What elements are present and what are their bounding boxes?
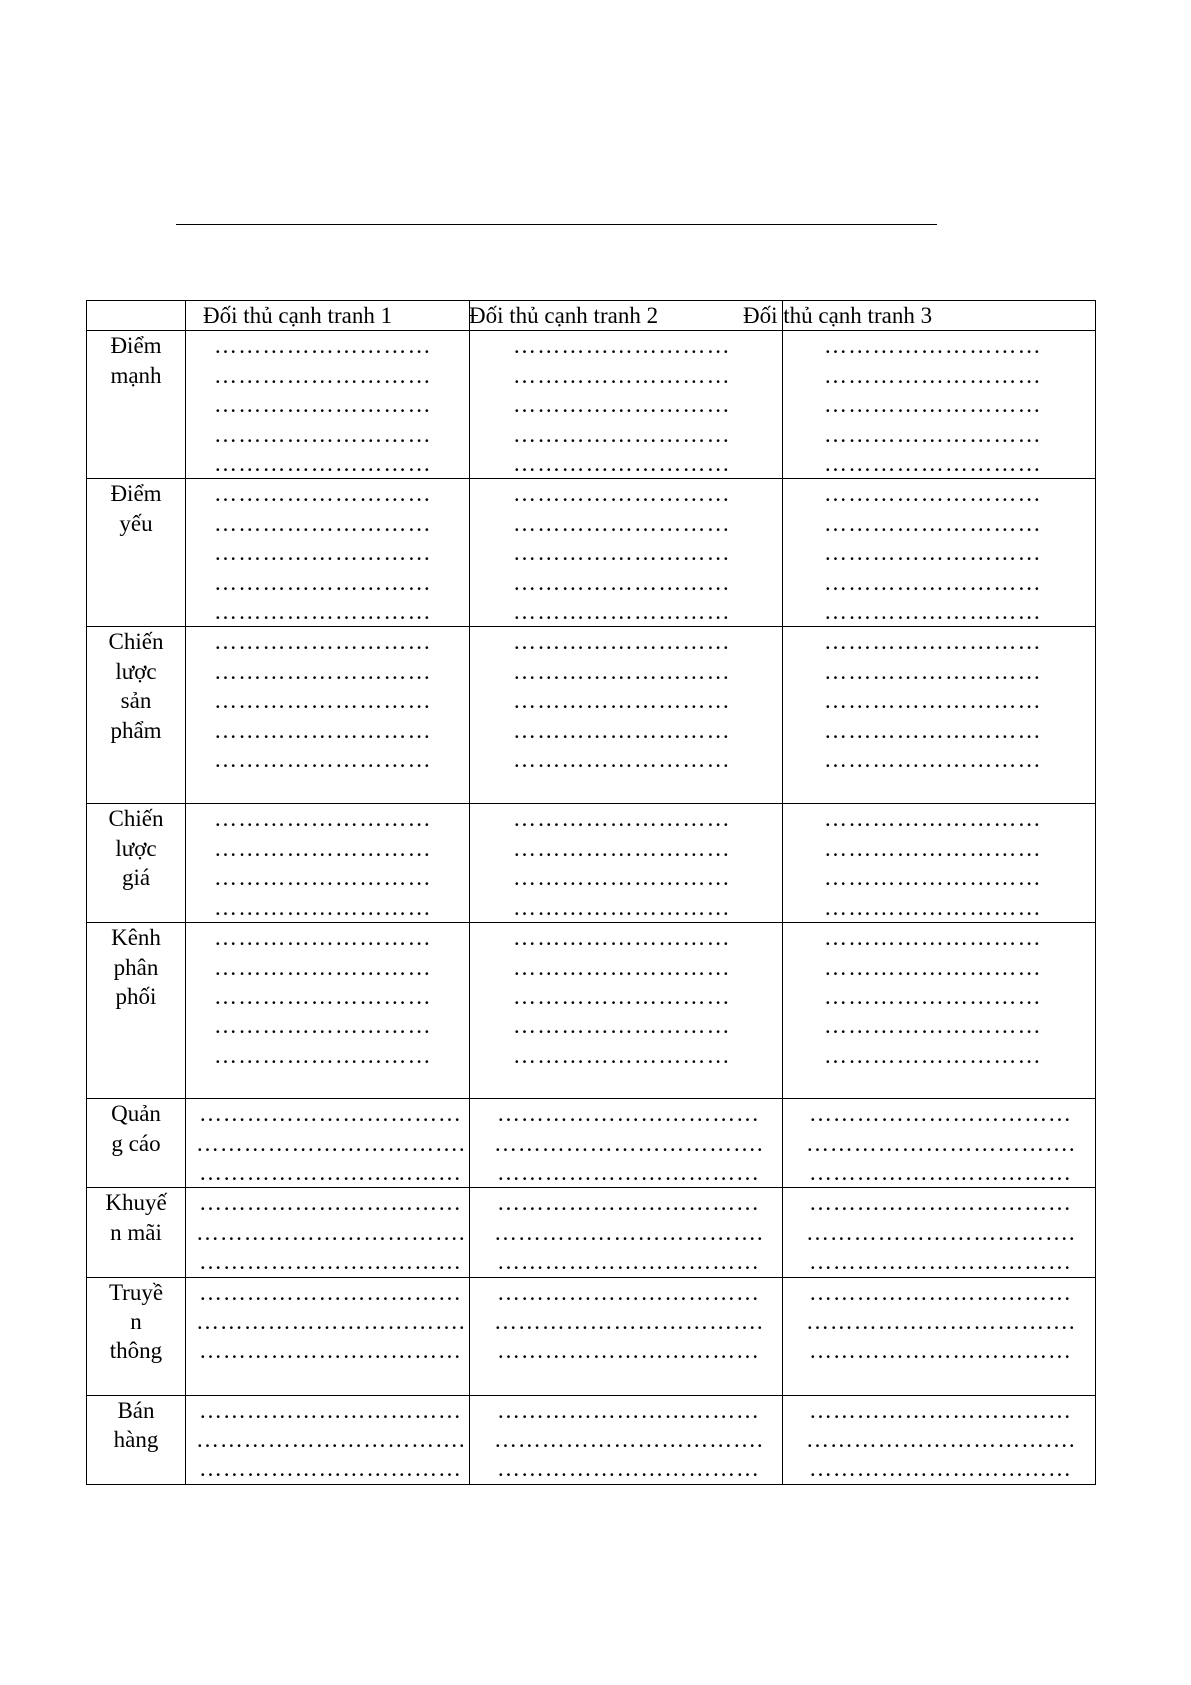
row-label-distribution: Kênh phân phối: [87, 923, 186, 1099]
row-label-communication: Truyề n thông: [87, 1277, 186, 1395]
header-competitor-2-cell: [470, 301, 783, 331]
cell-communication-competitor-1[interactable]: …………………………… ……………………………. ……………………………: [186, 1277, 470, 1395]
cell-distribution-competitor-3[interactable]: ……………………… ……………………… ……………………… ……………………… ………………………: [783, 923, 1096, 1099]
row-label-price-strategy: Chiến lược giá: [87, 804, 186, 923]
cell-promotion-competitor-3[interactable]: …………………………… ……………………………. ……………………………: [783, 1188, 1096, 1277]
row-label-sales: Bán hàng: [87, 1395, 186, 1484]
cell-communication-competitor-3[interactable]: …………………………… ……………………………. ……………………………: [783, 1277, 1096, 1395]
cell-advertising-competitor-3[interactable]: …………………………… ……………………………. ……………………………: [783, 1099, 1096, 1188]
cell-advertising-competitor-2[interactable]: …………………………… ……………………………. ……………………………: [470, 1099, 783, 1188]
cell-product-strategy-competitor-3[interactable]: ……………………… ……………………… ……………………… ……………………… ………………………: [783, 627, 1096, 804]
cell-promotion-competitor-1[interactable]: …………………………… ……………………………. ……………………………: [186, 1188, 470, 1277]
cell-sales-competitor-3[interactable]: …………………………… ……………………………. ……………………………: [783, 1395, 1096, 1484]
cell-price-strategy-competitor-1[interactable]: ……………………… ……………………… ……………………… ………………………: [186, 804, 470, 923]
cell-product-strategy-competitor-1[interactable]: ……………………… ……………………… ……………………… ……………………… ………………………: [186, 627, 470, 804]
cell-price-strategy-competitor-3[interactable]: ……………………… ……………………… ……………………… ………………………: [783, 804, 1096, 923]
row-label-promotion: Khuyế n mãi: [87, 1188, 186, 1277]
table-row-communication: [87, 1277, 1096, 1395]
cell-strengths-competitor-2[interactable]: ……………………… ……………………… ……………………… ……………………… ………………………: [470, 331, 783, 479]
row-label-advertising: Quản g cáo: [87, 1099, 186, 1188]
cell-weaknesses-competitor-3[interactable]: ……………………… ……………………… ……………………… ……………………… ………………………: [783, 479, 1096, 627]
header-competitor-1: Đối thủ cạnh tranh 1: [186, 301, 470, 331]
cell-price-strategy-competitor-2[interactable]: ……………………… ……………………… ……………………… ………………………: [470, 804, 783, 923]
table-header-row: [87, 301, 1096, 331]
table-row-sales: [87, 1395, 1096, 1484]
row-label-strengths: Điểm mạnh: [87, 331, 186, 479]
header-competitor-2: Đối thủ cạnh tranh 2: [469, 303, 659, 328]
cell-advertising-competitor-1[interactable]: …………………………… ……………………………. ……………………………: [186, 1099, 470, 1188]
cell-weaknesses-competitor-2[interactable]: ……………………… ……………………… ……………………… ……………………… ………………………: [470, 479, 783, 627]
table-row-strengths: [87, 331, 1096, 479]
title-underline: [176, 224, 937, 225]
row-label-weaknesses: Điểm yếu: [87, 479, 186, 627]
cell-distribution-competitor-2[interactable]: ……………………… ……………………… ……………………… ……………………… ………………………: [470, 923, 783, 1099]
competitor-analysis-table: [86, 300, 1096, 1485]
cell-distribution-competitor-1[interactable]: ……………………… ……………………… ……………………… ……………………… ………………………: [186, 923, 470, 1099]
cell-strengths-competitor-1[interactable]: ……………………… ……………………… ……………………… ……………………… ………………………: [186, 331, 470, 479]
table-row-weaknesses: [87, 479, 1096, 627]
cell-communication-competitor-2[interactable]: …………………………… ……………………………. ……………………………: [470, 1277, 783, 1395]
header-competitor-3: Đối thủ cạnh tranh 3: [743, 303, 933, 328]
header-corner-cell: [87, 301, 186, 331]
cell-strengths-competitor-3[interactable]: ……………………… ……………………… ……………………… ……………………… ………………………: [783, 331, 1096, 479]
row-label-product-strategy: Chiến lược sản phẩm: [87, 627, 186, 804]
cell-weaknesses-competitor-1[interactable]: ……………………… ……………………… ……………………… ……………………… ………………………: [186, 479, 470, 627]
table-row-advertising: [87, 1099, 1096, 1188]
cell-sales-competitor-1[interactable]: …………………………… ……………………………. ……………………………: [186, 1395, 470, 1484]
table-row-price-strategy: [87, 804, 1096, 923]
table-row-product-strategy: [87, 627, 1096, 804]
cell-sales-competitor-2[interactable]: …………………………… ……………………………. ……………………………: [470, 1395, 783, 1484]
table-row-distribution: [87, 923, 1096, 1099]
cell-promotion-competitor-2[interactable]: …………………………… ……………………………. ……………………………: [470, 1188, 783, 1277]
table-row-promotion: [87, 1188, 1096, 1277]
cell-product-strategy-competitor-2[interactable]: ……………………… ……………………… ……………………… ……………………… ………………………: [470, 627, 783, 804]
header-competitor-3-cell: [743, 301, 1096, 331]
